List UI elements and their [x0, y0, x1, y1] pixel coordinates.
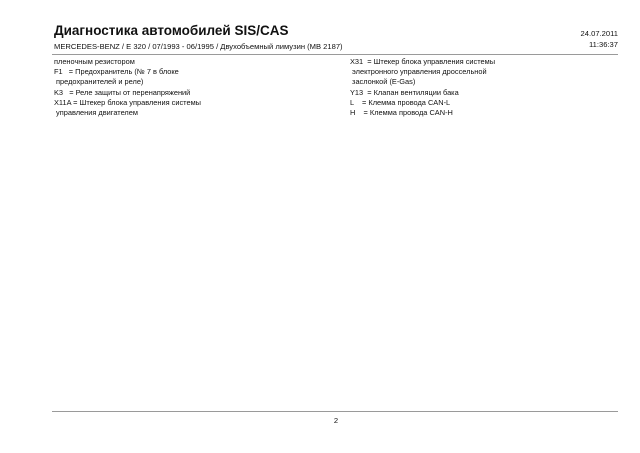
legend-line: электронного управления дроссельной — [350, 67, 487, 77]
vehicle-subtitle: MERCEDES-BENZ / E 320 / 07/1993 - 06/1995 / Двухобъемный лимузин (MB 2187) — [54, 42, 343, 51]
legend-line: X31 = Штекер блока управления системы — [350, 57, 496, 66]
legend-line: L = Клемма провода CAN-L — [350, 97, 451, 107]
legend-line: Y13 = Клапан вентиляции бака — [350, 87, 459, 97]
legend-line: F1 = Предохранитель (№ 7 в блоке — [54, 67, 179, 77]
page-number: 2 — [333, 416, 339, 425]
print-time: 11:36:37 — [589, 40, 618, 49]
legend-line: H = Клемма провода CAN-H — [350, 108, 453, 118]
footer-divider — [52, 411, 618, 412]
legend-line: пленочным резистором — [54, 57, 135, 66]
legend-line: управления двигателем — [54, 108, 138, 118]
header-divider — [52, 54, 618, 55]
legend-line: предохранителей и реле) — [54, 77, 144, 87]
legend-line: X11A = Штекер блока управления системы — [54, 97, 201, 107]
print-date: 24.07.2011 — [580, 29, 618, 38]
legend-right-column — [350, 57, 610, 118]
legend-left-column — [54, 57, 334, 118]
legend-line: заслонкой (E-Gas) — [350, 77, 416, 87]
page-title: Диагностика автомобилей SIS/CAS — [54, 23, 289, 38]
legend-line: K3 = Реле защиты от перенапряжений — [54, 87, 191, 97]
